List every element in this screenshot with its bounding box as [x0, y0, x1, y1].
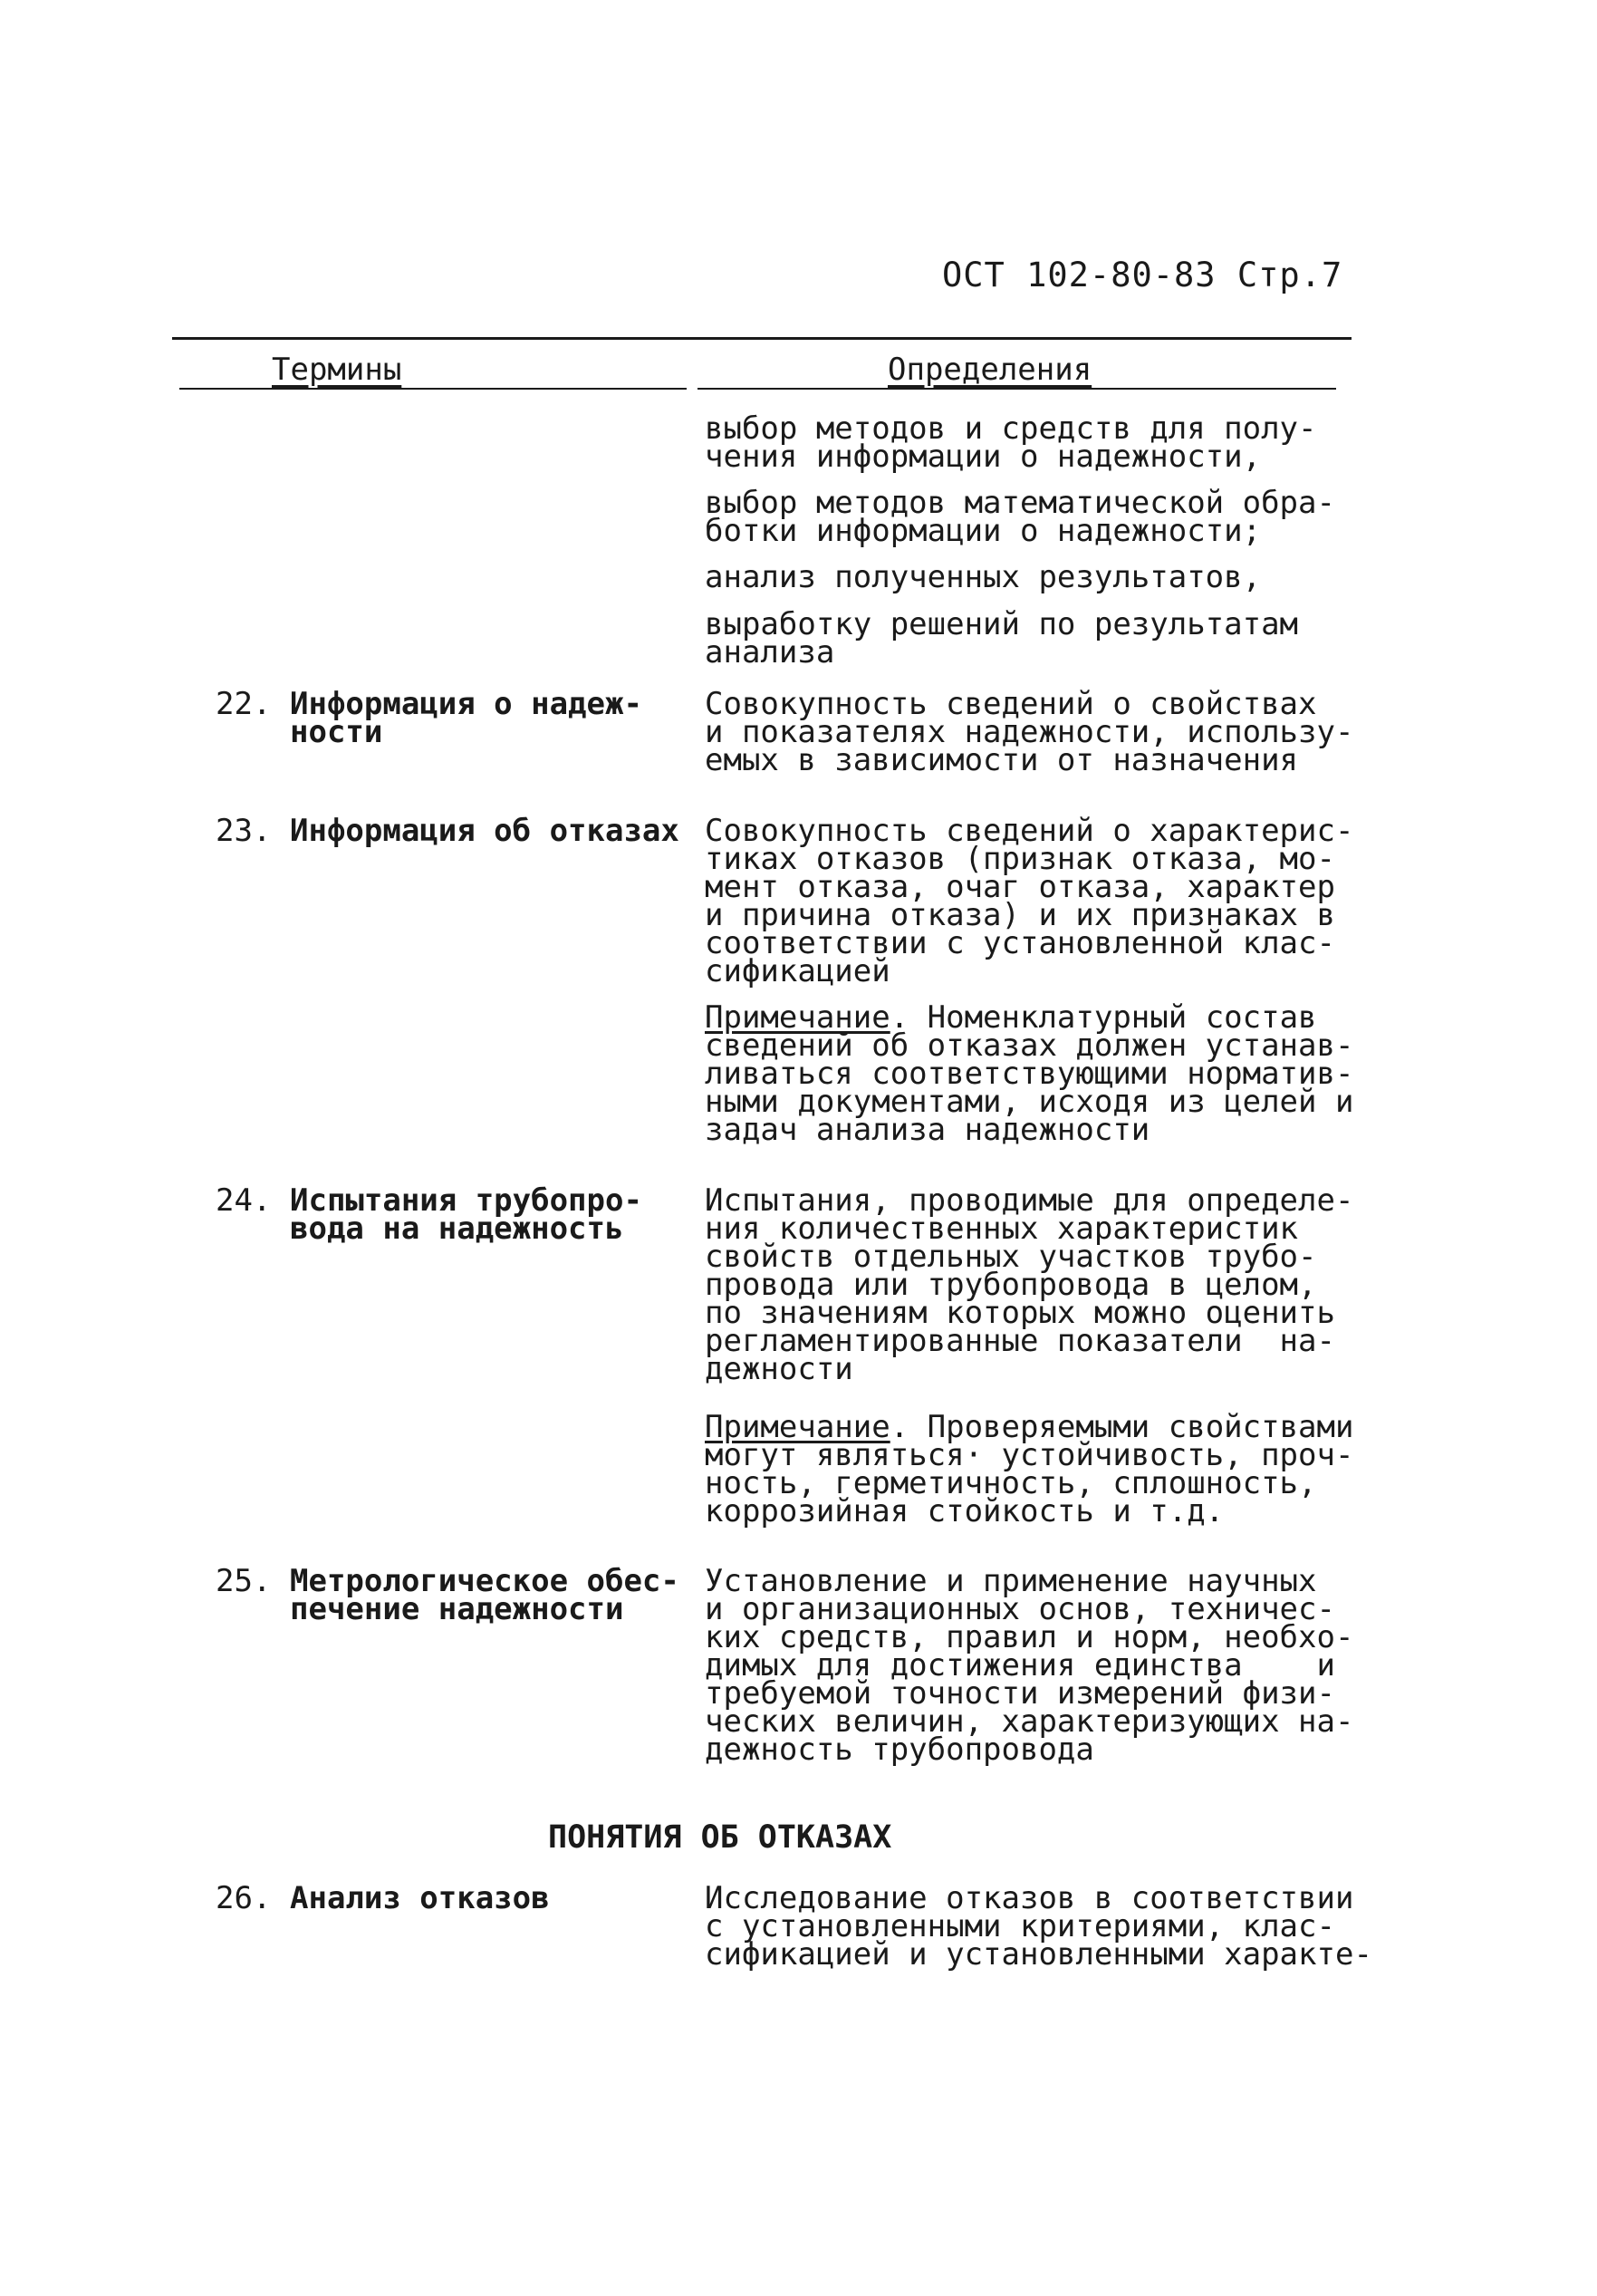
note-label: Примечание — [705, 999, 890, 1036]
entry-number: 23. — [216, 813, 272, 849]
entry-definition: Совокупность сведений о свойствах и показателях надежности, использу- емых в зависимости от назначения — [705, 686, 1354, 778]
terms-column-header: Термины — [272, 352, 402, 388]
continuation-line: выработку решений по результатам анализа — [705, 606, 1299, 670]
continuation-line: выбор методов математической обра- ботки информации о надежности; — [705, 485, 1335, 549]
table-top-rule — [172, 337, 1352, 340]
entry-definition: Испытания, проводимые для определе- ния количественных характеристик свойств отдельных участков трубо- провода или трубопровода в целом, по значениям которых можно оценить регламентированные показатели на- дежности — [705, 1182, 1354, 1387]
continuation-line: анализ полученных результатов, — [705, 559, 1262, 595]
note-text: . Номенклатурный состав сведений об отказах должен устанав- ливаться соответствующими норматив- ными документами, исходя из целей и задач анализа надежности — [705, 999, 1354, 1148]
entry-definition: Установление и применение научных и организационных основ, техничес- ких средств, правил и норм, необхо- димых для достижения единства и требуемой точности измерений физи- ческих величин, характеризующих на- дежность трубопровода — [705, 1563, 1354, 1768]
entry-number: 22. — [216, 686, 272, 722]
entry-note — [705, 999, 1354, 1148]
entry-number: 26. — [216, 1880, 272, 1916]
entry-number: 24. — [216, 1182, 272, 1219]
entry-term: Анализ отказов — [290, 1880, 550, 1916]
entry-definition: Совокупность сведений о характерис- тиках отказов (признак отказа, мо- мент отказа, очаг отказа, характер и причина отказа) и их признаках в соответствии с установленной клас- сификацией — [705, 813, 1354, 989]
entry-term: Метрологическое обес- печение надежности — [290, 1563, 679, 1627]
entry-term: Испытания трубопро- вода на надежность — [290, 1182, 642, 1247]
section-title: ПОНЯТИЯ ОБ ОТКАЗАХ — [548, 1819, 892, 1856]
definitions-header-rule — [697, 388, 1336, 390]
note-text: . Проверяемыми свойствами могут являться· устойчивость, проч- ность, герметичность, сплошность, коррозийная стойкость и т.д. — [705, 1409, 1354, 1529]
continuation-line: выбор методов и средств для полу- чения информации о надежности, — [705, 410, 1317, 475]
terms-header-rule — [179, 388, 687, 390]
entry-term: Информация о надеж- ности — [290, 686, 642, 750]
definitions-column-header: Определения — [888, 352, 1092, 388]
entry-note — [705, 1409, 1354, 1529]
entry-number: 25. — [216, 1563, 272, 1599]
entry-term: Информация об отказах — [290, 813, 679, 849]
page-header: ОСТ 102-80-83 Стр.7 — [942, 256, 1343, 294]
note-label: Примечание — [705, 1409, 890, 1445]
entry-definition: Исследование отказов в соответствии с установленными критериями, клас- сификацией и установленными характе- — [705, 1880, 1372, 1973]
